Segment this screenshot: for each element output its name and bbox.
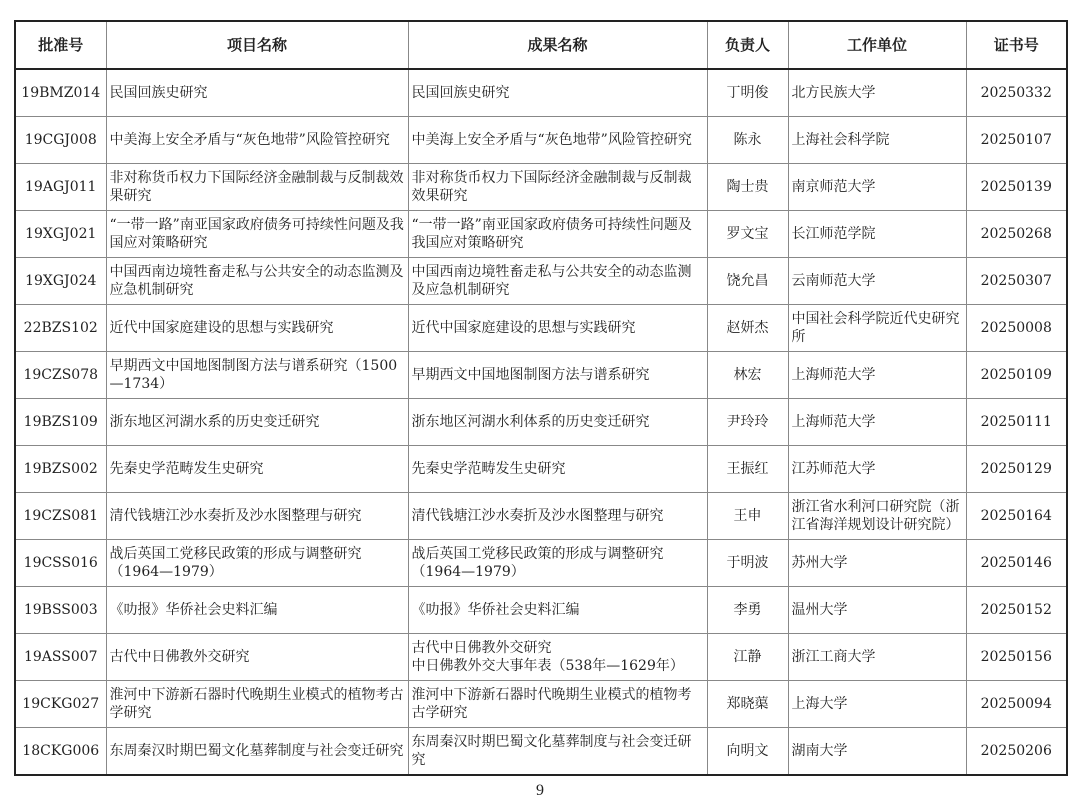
leader-cell [707,305,788,352]
leader-cell-text: 陶士贵 [726,179,769,195]
table-row [15,211,1067,258]
certificate-number-cell [966,634,1067,681]
approval-number-cell-text: 19BSS003 [23,602,98,618]
page-number: 9 [536,782,544,799]
certificate-number-cell [966,681,1067,728]
work-unit-cell [788,634,966,681]
leader-cell-text: 陈永 [733,132,762,148]
work-unit-cell [788,117,966,164]
work-unit-cell [788,446,966,493]
approval-number-cell [15,352,106,399]
certificate-number-cell [966,728,1067,776]
result-name-cell [408,69,707,117]
project-name-cell [106,728,408,776]
work-unit-cell [788,258,966,305]
header-work-unit: 工作单位 [788,21,966,69]
project-name-cell [106,305,408,352]
work-unit-cell-text: 南京师范大学 [791,179,876,195]
approval-number-cell [15,211,106,258]
project-name-cell-text: 清代钱塘江沙水奏折及沙水图整理与研究 [109,508,362,524]
table-row [15,164,1067,211]
leader-cell [707,258,788,305]
table-row [15,352,1067,399]
leader-cell-text: 郑晓蕖 [726,696,769,712]
work-unit-cell [788,493,966,540]
project-name-cell [106,446,408,493]
result-name-cell [408,634,707,681]
certificate-number-cell-text: 20250094 [980,696,1052,712]
result-name-cell [408,681,707,728]
project-name-cell-text: 早期西文中国地图制图方法与谱系研究（1500—1734） [109,358,398,392]
certificate-number-cell [966,399,1067,446]
project-name-cell-text: “一带一路”南亚国家政府债务可持续性问题及我国应对策略研究 [109,217,404,251]
table-row [15,728,1067,776]
leader-cell-text: 王振红 [726,461,769,477]
work-unit-cell-text: 湖南大学 [791,743,848,759]
certificate-number-cell-text: 20250156 [980,649,1052,665]
leader-cell [707,634,788,681]
leader-cell [707,587,788,634]
certificate-number-cell [966,69,1067,117]
approval-number-cell [15,164,106,211]
certificate-number-cell-text: 20250109 [980,367,1052,383]
project-name-cell-text: 民国回族史研究 [109,85,208,101]
result-name-line: 浙东地区河湖水利体系的历史变迁研究 [411,414,650,430]
certificate-number-cell-text: 20250268 [980,226,1052,242]
result-name-cell [408,540,707,587]
header-approval-number: 批准号 [15,21,106,69]
work-unit-cell [788,728,966,776]
table-row [15,399,1067,446]
certificate-number-cell-text: 20250111 [980,414,1052,430]
certificate-number-cell [966,446,1067,493]
table-row [15,69,1067,117]
leader-cell-text: 丁明俊 [726,85,769,101]
table-row [15,493,1067,540]
result-name-line: 早期西文中国地图制图方法与谱系研究 [411,367,650,383]
approval-number-cell-text: 19CSS016 [23,555,98,571]
table-row [15,305,1067,352]
result-name-line: 中国西南边境牲畜走私与公共安全的动态监测及应急机制研究 [411,264,692,298]
leader-cell [707,117,788,164]
approval-number-cell [15,446,106,493]
work-unit-cell [788,587,966,634]
table-header-row [15,21,1067,69]
certificate-number-cell-text: 20250107 [980,132,1052,148]
project-name-cell [106,352,408,399]
leader-cell-text: 赵妍杰 [726,320,769,336]
approval-number-cell-text: 22BZS102 [23,320,98,336]
result-name-line: 淮河中下游新石器时代晚期生业模式的植物考古学研究 [411,687,692,721]
approval-number-cell [15,587,106,634]
certificate-number-cell [966,164,1067,211]
table-body [15,69,1067,775]
project-name-cell-text: 中美海上安全矛盾与“灰色地带”风险管控研究 [109,132,390,148]
table-row [15,681,1067,728]
certificate-number-cell [966,352,1067,399]
approval-number-cell-text: 19BZS002 [23,461,98,477]
result-name-cell [408,587,707,634]
work-unit-cell-text: 上海社会科学院 [791,132,890,148]
leader-cell-text: 向明文 [726,743,769,759]
result-name-cell [408,258,707,305]
approval-number-cell-text: 19XGJ024 [25,273,97,289]
project-name-cell-text: 东周秦汉时期巴蜀文化墓葬制度与社会变迁研究 [109,743,404,759]
certificate-number-cell-text: 20250307 [980,273,1052,289]
certificate-number-cell [966,587,1067,634]
approval-number-cell [15,305,106,352]
certificate-number-cell [966,117,1067,164]
table-row [15,446,1067,493]
certificate-number-cell [966,211,1067,258]
work-unit-cell-text: 江苏师范大学 [791,461,876,477]
project-name-cell [106,540,408,587]
project-name-cell [106,69,408,117]
work-unit-cell-text: 中国社会科学院近代史研究所 [791,311,960,345]
approval-number-cell-text: 19CZS078 [23,367,99,383]
result-name-line: 中日佛教外交大事年表（538年—1629年） [411,658,684,674]
project-name-cell [106,681,408,728]
certificate-number-cell-text: 20250139 [980,179,1052,195]
work-unit-cell-text: 云南师范大学 [791,273,876,289]
certificate-number-cell [966,493,1067,540]
approval-number-cell-text: 19AGJ011 [25,179,97,195]
result-name-line: 古代中日佛教外交研究 [411,640,552,656]
approval-number-cell [15,540,106,587]
project-name-cell [106,634,408,681]
result-name-cell [408,446,707,493]
work-unit-cell-text: 温州大学 [791,602,848,618]
project-name-cell [106,117,408,164]
result-name-cell [408,399,707,446]
approval-number-cell [15,399,106,446]
approval-number-cell-text: 19XGJ021 [25,226,97,242]
result-name-line: “一带一路”南亚国家政府债务可持续性问题及我国应对策略研究 [411,217,692,251]
approval-number-cell [15,69,106,117]
work-unit-cell [788,69,966,117]
project-name-cell [106,211,408,258]
project-name-cell [106,164,408,211]
work-unit-cell [788,211,966,258]
project-name-cell-text: 《叻报》华侨社会史料汇编 [109,602,278,618]
leader-cell [707,446,788,493]
approval-number-cell-text: 19BMZ014 [21,85,101,101]
table-row [15,587,1067,634]
project-name-cell-text: 浙东地区河湖水系的历史变迁研究 [109,414,320,430]
project-name-cell [106,258,408,305]
project-name-cell-text: 古代中日佛教外交研究 [109,649,250,665]
leader-cell-text: 罗文宝 [726,226,769,242]
header-result-name: 成果名称 [408,21,707,69]
approval-number-cell-text: 19ASS007 [23,649,98,665]
certificate-number-cell-text: 20250146 [980,555,1052,571]
project-name-cell-text: 淮河中下游新石器时代晚期生业模式的植物考古学研究 [109,687,404,721]
approval-number-cell [15,117,106,164]
certificate-number-cell [966,540,1067,587]
result-name-cell [408,305,707,352]
leader-cell-text: 江静 [733,649,762,665]
certificate-number-cell-text: 20250164 [980,508,1052,524]
project-name-cell-text: 近代中国家庭建设的思想与实践研究 [109,320,334,336]
certificate-number-cell [966,305,1067,352]
certificate-number-cell-text: 20250152 [980,602,1052,618]
result-name-cell [408,211,707,258]
certificate-number-cell [966,258,1067,305]
project-name-cell-text: 非对称货币权力下国际经济金融制裁与反制裁效果研究 [109,170,404,204]
result-name-line: 战后英国工党移民政策的形成与调整研究（1964—1979） [411,546,664,580]
certificate-number-cell-text: 20250332 [980,85,1052,101]
leader-cell-text: 尹玲玲 [726,414,769,430]
header-project-name: 项目名称 [106,21,408,69]
leader-cell [707,69,788,117]
approval-number-cell [15,493,106,540]
certificate-number-cell-text: 20250129 [980,461,1052,477]
leader-cell-text: 饶允昌 [726,273,769,289]
project-name-cell-text: 战后英国工党移民政策的形成与调整研究（1964—1979） [109,546,362,580]
result-name-line: 东周秦汉时期巴蜀文化墓葬制度与社会变迁研究 [411,734,692,768]
result-name-line: 非对称货币权力下国际经济金融制裁与反制裁效果研究 [411,170,692,204]
leader-cell [707,352,788,399]
work-unit-cell [788,681,966,728]
result-name-cell [408,728,707,776]
work-unit-cell-text: 上海师范大学 [791,414,876,430]
leader-cell [707,728,788,776]
result-name-line: 中美海上安全矛盾与“灰色地带”风险管控研究 [411,132,692,148]
result-name-line: 民国回族史研究 [411,85,510,101]
approval-number-cell [15,634,106,681]
project-name-cell-text: 先秦史学范畴发生史研究 [109,461,264,477]
result-name-cell [408,117,707,164]
approval-number-cell [15,258,106,305]
certificate-number-cell-text: 20250008 [980,320,1052,336]
result-name-cell [408,493,707,540]
approval-number-cell-text: 19CZS081 [23,508,99,524]
table-row [15,634,1067,681]
work-unit-cell [788,352,966,399]
leader-cell-text: 林宏 [733,367,762,383]
work-unit-cell-text: 上海大学 [791,696,848,712]
header-leader: 负责人 [707,21,788,69]
approval-number-cell [15,681,106,728]
approval-number-cell-text: 19CGJ008 [24,132,97,148]
project-name-cell [106,587,408,634]
certificate-number-cell-text: 20250206 [980,743,1052,759]
leader-cell [707,540,788,587]
result-name-line: 清代钱塘江沙水奏折及沙水图整理与研究 [411,508,664,524]
table-row [15,258,1067,305]
work-unit-cell-text: 上海师范大学 [791,367,876,383]
work-unit-cell [788,540,966,587]
work-unit-cell-text: 长江师范学院 [791,226,876,242]
work-unit-cell-text: 北方民族大学 [791,85,876,101]
work-unit-cell-text: 浙江工商大学 [791,649,876,665]
result-name-cell [408,352,707,399]
table-row [15,117,1067,164]
work-unit-cell-text: 苏州大学 [791,555,848,571]
approval-number-cell [15,728,106,776]
result-name-cell [408,164,707,211]
leader-cell [707,493,788,540]
project-name-cell [106,493,408,540]
approval-number-cell-text: 18CKG006 [22,743,100,759]
header-certificate-number: 证书号 [966,21,1067,69]
results-table [14,20,1068,776]
leader-cell [707,681,788,728]
leader-cell-text: 王申 [733,508,762,524]
leader-cell [707,164,788,211]
result-name-line: 近代中国家庭建设的思想与实践研究 [411,320,636,336]
work-unit-cell-text: 浙江省水利河口研究院（浙江省海洋规划设计研究院） [791,499,960,533]
table-row [15,540,1067,587]
approval-number-cell-text: 19BZS109 [23,414,98,430]
work-unit-cell [788,399,966,446]
leader-cell [707,211,788,258]
work-unit-cell [788,164,966,211]
leader-cell-text: 于明波 [726,555,769,571]
project-name-cell-text: 中国西南边境牲畜走私与公共安全的动态监测及应急机制研究 [109,264,404,298]
result-name-line: 《叻报》华侨社会史料汇编 [411,602,580,618]
leader-cell-text: 李勇 [733,602,762,618]
leader-cell [707,399,788,446]
result-name-line: 先秦史学范畴发生史研究 [411,461,566,477]
approval-number-cell-text: 19CKG027 [22,696,100,712]
work-unit-cell [788,305,966,352]
project-name-cell [106,399,408,446]
